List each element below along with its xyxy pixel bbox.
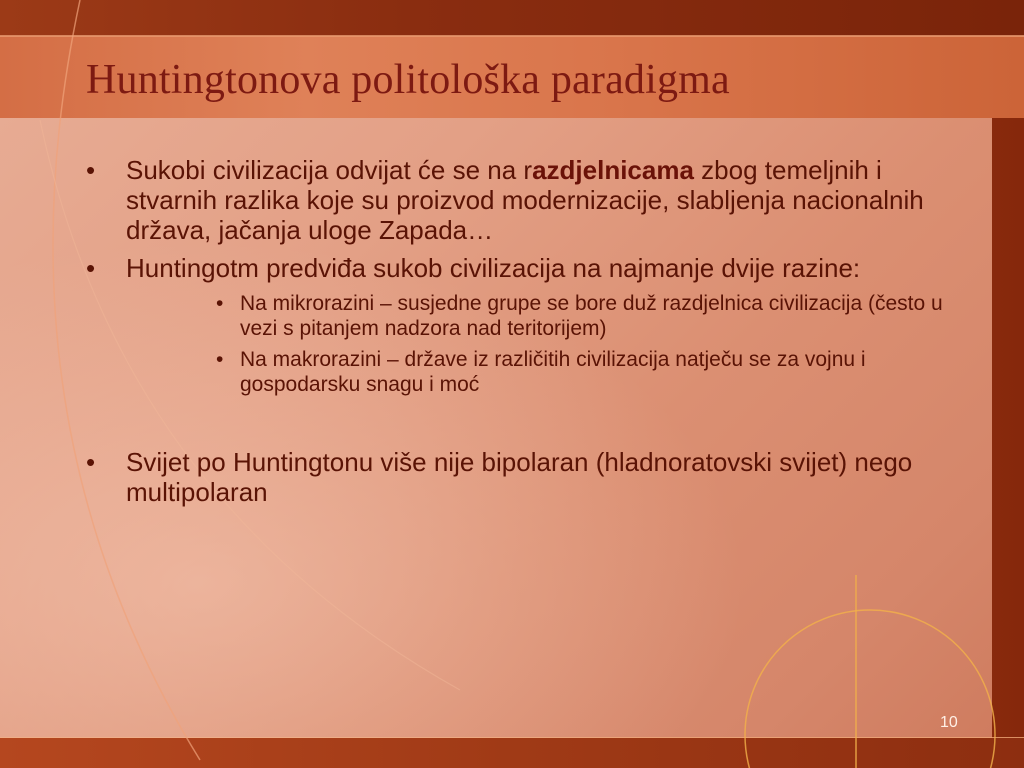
bullet-dot: • xyxy=(86,447,96,477)
sub-bullet-dot: • xyxy=(216,348,224,371)
sub-bullet-item xyxy=(216,347,966,397)
bullet-item xyxy=(86,155,966,245)
bullet-segment: Sukobi civilizacija odvijat će se na r xyxy=(126,155,533,185)
bullet-item xyxy=(86,253,966,283)
bullet-text: Huntingotm predviđa sukob civilizacija na najmanje dvije razine: xyxy=(126,253,861,283)
bullet-text xyxy=(126,155,924,245)
bullet-dot: • xyxy=(86,155,96,185)
sub-bullet-text: Na makrorazini – države iz različitih civilizacija natječu se za vojnu i gospodarsku snagu i moć xyxy=(240,348,866,396)
bullet-dot: • xyxy=(86,253,96,283)
bullet-text: Svijet po Huntingtonu više nije bipolaran (hladnoratovski svijet) nego multipolaran xyxy=(126,447,913,507)
bullet-item xyxy=(86,447,966,507)
bullet-list xyxy=(86,155,966,515)
sub-bullet-dot: • xyxy=(216,292,224,315)
bullet-segment: zbog temeljnih i stvarnih razlika koje su proizvod modernizacije, slabljenja nacionalnih država, jačanja uloge Zapada… xyxy=(126,155,924,245)
page-number: 10 xyxy=(940,714,958,731)
bullet-segment-bold: azdjelnicama xyxy=(532,155,694,185)
slide-title: Huntingtonova politološka paradigma xyxy=(86,57,730,103)
sub-bullet-item xyxy=(216,291,966,341)
spacer xyxy=(86,403,966,447)
sub-bullet-text: Na mikrorazini – susjedne grupe se bore duž razdjelnica civilizacija (često u vezi s pitanjem nadzora nad teritorijem) xyxy=(240,292,943,340)
